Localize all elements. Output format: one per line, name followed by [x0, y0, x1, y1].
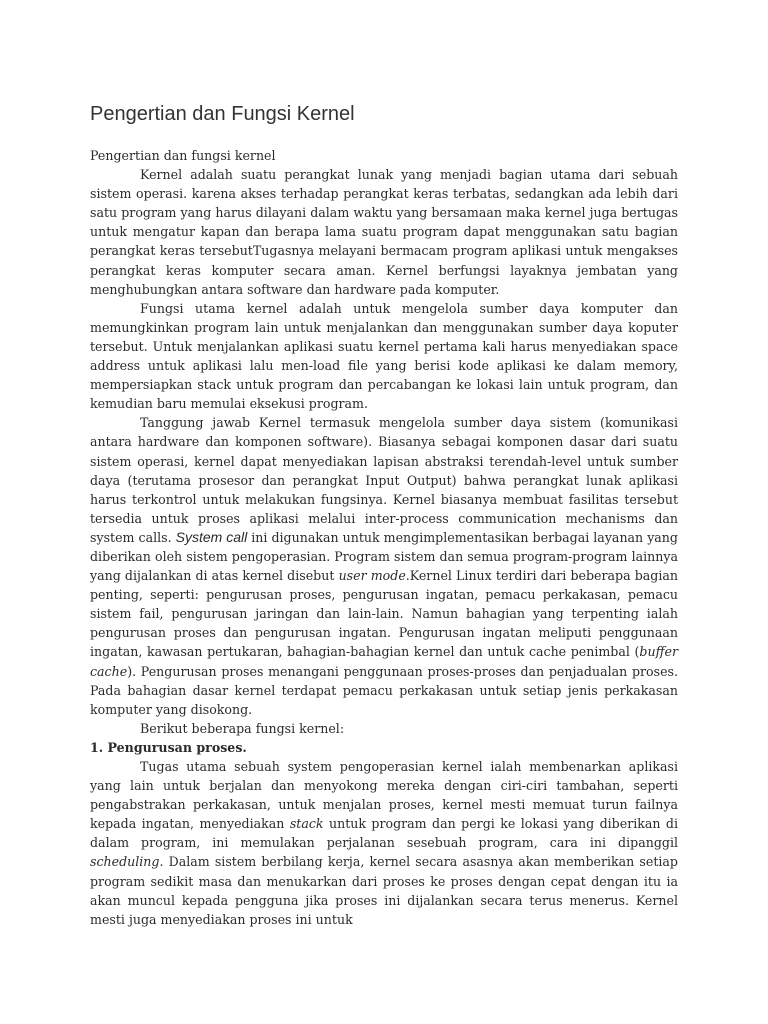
paragraph-3-text-g: ). Pengurusan proses menangani penggunaan proses-proses dan penjadualan proses. Pada bahagian dasar kernel terdapat pemacu perkakasan untuk setiap jenis perkakasan komputer yang disokong. [90, 663, 678, 717]
paragraph-3-text-c: ini digunakan untuk mengimplementasikan berbagai layanan yang diberikan oleh sistem pengoperasian. Program sistem dan semua program-program lainnya yang dijalankan di atas kernel disebut [90, 529, 678, 584]
paragraph-5-text-c: untuk program dan pergi ke lokasi yang diberikan di dalam program, ini memulakan perjalanan sesebuah program, cara ini dipanggil [90, 816, 679, 851]
paragraph-5 [90, 757, 678, 929]
paragraph-3 [90, 413, 678, 719]
stack-term: stack [289, 816, 324, 832]
paragraph-2: Fungsi utama kernel adalah untuk mengelola sumber daya komputer dan memungkinkan program lain untuk menjalankan dan menggunakan sumber daya koputer tersebut. Untuk menjalankan aplikasi suatu kernel pertama kali harus menyediakan space address untuk aplikasi lalu men-load file yang berisi kode aplikasi ke dalam memory, mempersiapkan stack untuk program dan percabangan ke lokasi lain untuk program, dan kemudian baru memulai eksekusi program. [90, 300, 678, 412]
paragraph-4: Berikut beberapa fungsi kernel: [140, 720, 345, 736]
paragraph-1: Kernel adalah suatu perangkat lunak yang menjadi bagian utama dari sebuah sistem operasi. karena akses terhadap perangkat keras terbatas, sedangkan ada lebih dari satu program yang harus dilayani dalam waktu yang bersamaan maka kernel juga bertugas untuk mengatur kapan dan berapa lama suatu program dapat menggunakan satu bagian perangkat keras tersebutTugasnya melayani bermacam program aplikasi untuk mengakses perangkat keras komputer secara aman. Kernel berfungsi layaknya jembatan yang menghubungkan antara software dan hardware pada komputer. [90, 167, 678, 297]
subtitle: Pengertian dan fungsi kernel [90, 148, 276, 163]
paragraph-3-text-e: .Kernel Linux terdiri dari beberapa bagian penting, seperti: pengurusan proses, pengurusan ingatan, pemacu perkakasan, pemacu sistem fail, pengurusan jaringan dan lain-lain. Namun bahagian yang terpenting ialah pengurusan proses dan pengurusan ingatan. Pengurusan ingatan meliputi penggunaan ingatan, kawasan pertukaran, bahagian-bahagian kernel dan untuk cache penimbal ( [90, 568, 678, 660]
paragraph-3-text-a: Tanggung jawab Kernel termasuk mengelola sumber daya sistem (komunikasi antara hardware dan komponen software). Biasanya sebagai komponen dasar dari suatu sistem operasi, kernel dapat menyediakan lapisan abstraksi terendah-level untuk sumber daya (terutama prosesor dan perangkat Input Output) bahwa perangkat lunak aplikasi harus terkontrol untuk melakukan fungsinya. Kernel biasanya membuat fasilitas tersebut tersedia untuk proses aplikasi melalui inter-process communication mechanisms dan system calls. [90, 415, 678, 545]
page-title: Pengertian dan Fungsi Kernel [90, 103, 355, 125]
document-body [90, 146, 678, 929]
section-heading-1: 1. Pengurusan proses. [90, 739, 247, 755]
paragraph-5-text-e: . Dalam sistem berbilang kerja, kernel secara asasnya akan memberikan setiap program sedikit masa dan menukarkan dari proses ke proses dengan cepat dengan itu ia akan muncul kepada pengguna jika proses ini dijalankan secara terus menerus. Kernel mesti juga menyediakan proses ini untuk [90, 854, 678, 927]
scheduling-term: scheduling [90, 854, 160, 870]
user-mode-term: user mode [338, 568, 406, 584]
paragraph-5-text-a: Tugas utama sebuah system pengoperasian kernel ialah membenarkan aplikasi yang lain untuk berjalan dan menyokong mereka dengan ciri-ciri tambahan, seperti pengabstrakan perkakasan, untuk menjalan proses, kernel mesti memuat turun failnya kepada ingatan, menyediakan [90, 759, 678, 832]
buffer-cache-term: buffer cache [90, 644, 678, 679]
system-call-term: System call [175, 528, 248, 545]
